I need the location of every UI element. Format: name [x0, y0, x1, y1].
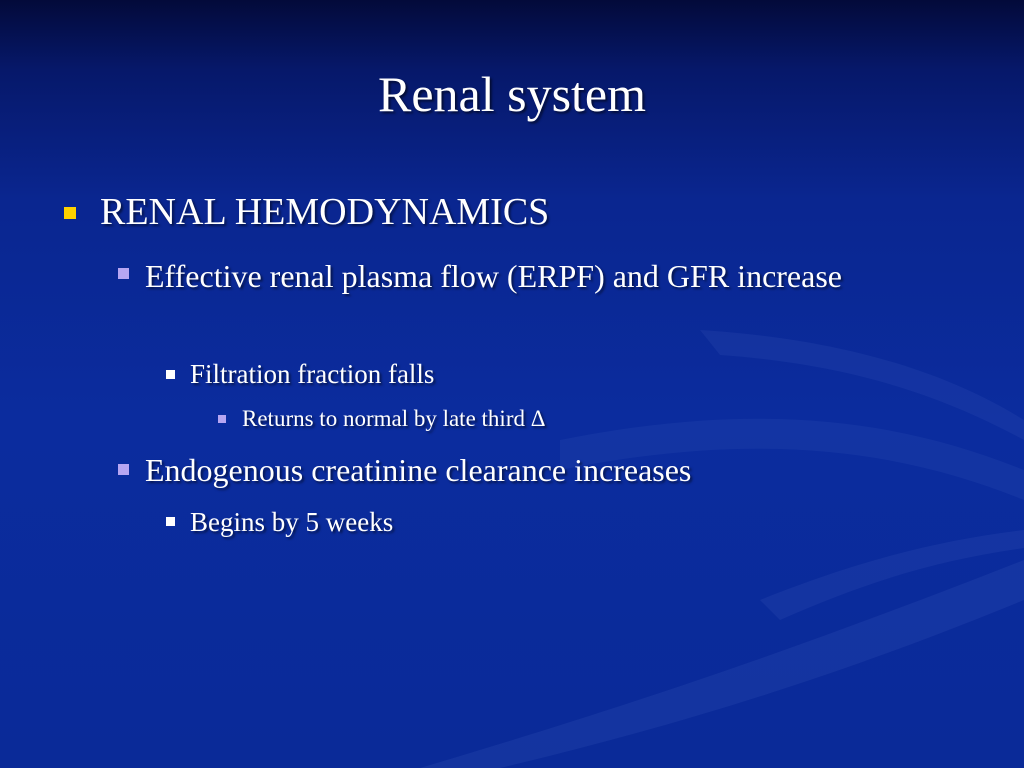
bullet-square-icon: [166, 370, 175, 379]
bullet-returns-to-normal: Returns to normal by late third Δ: [242, 406, 546, 431]
bullet-square-icon: [166, 517, 175, 526]
bullet-renal-hemodynamics: RENAL HEMODYNAMICS: [100, 191, 550, 233]
slide-title: Renal system: [377, 66, 647, 122]
bullet-creatinine-clearance: Endogenous creatinine clearance increases: [145, 452, 692, 488]
bullet-filtration-fraction: Filtration fraction falls: [190, 359, 435, 389]
bullet-square-icon: [118, 268, 129, 279]
bullet-begins-by-5-weeks: Begins by 5 weeks: [190, 507, 394, 537]
bullet-square-icon: [118, 464, 129, 475]
bullet-square-icon: [64, 207, 76, 219]
bullet-erpf-gfr: Effective renal plasma flow (ERPF) and GFR increase: [145, 258, 842, 294]
bullet-square-icon: [218, 415, 226, 423]
